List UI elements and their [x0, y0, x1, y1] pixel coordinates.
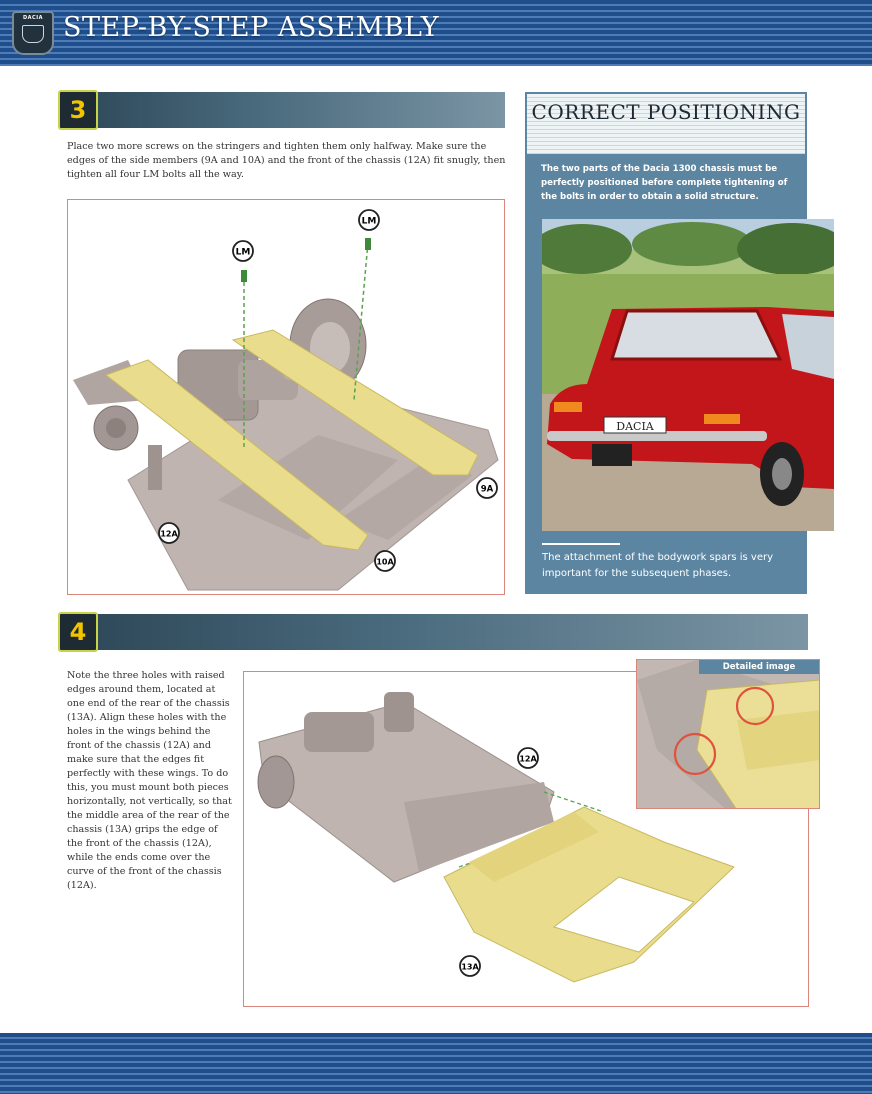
callout-header — [527, 94, 805, 154]
photo-caption: The attachment of the bodywork spars is very important for the subsequent phases. — [542, 552, 774, 579]
caption-divider — [542, 543, 620, 545]
correct-positioning-box — [525, 92, 807, 594]
label-10a: 10A — [376, 557, 394, 567]
callout-title: CORRECT POSITIONING — [531, 100, 801, 124]
label-12a-step4: 12A — [519, 754, 537, 764]
callout-lead-text: The two parts of the Dacia 1300 chassis must be perfectly positioned before complete tightening of the bolts in order to obtain a solid structure. — [541, 164, 788, 202]
step-4-instructions: Note the three holes with raised edges around them, located at one end of the rear of the chassis (13A). Align these holes with the holes in the wings behind the front of the chassis (12A) and make sure that the edges fit perfectly with these wings. To do this, you must mount both pieces horizontally, not vertically, so that the middle area of the rear of the chassis (13A) grips the edge of the front of the chassis (12A), while the ends come over the curve of the front of the chassis (12A). — [67, 670, 232, 891]
label-12a: 12A — [160, 529, 178, 539]
label-lm-left: LM — [235, 247, 251, 258]
detail-image-label: Detailed image — [699, 660, 819, 674]
step-4-bar — [62, 614, 808, 650]
label-9a: 9A — [480, 484, 494, 495]
label-lm-right: LM — [361, 216, 377, 227]
license-plate: DACIA — [616, 420, 654, 433]
step-3-bar — [62, 92, 505, 128]
page-footer — [0, 1033, 872, 1094]
logo-text: DACIA — [23, 15, 43, 21]
step-3-illustration — [67, 199, 505, 595]
step-3-instructions: Place two more screws on the stringers and tighten them only halfway. Make sure the edges of the side members (9A and 10A) and the front of the chassis (12A) fit snugly, then tighten all four LM bolts all the way. — [67, 141, 506, 180]
dacia-car-photo — [542, 219, 834, 531]
detail-inset — [636, 659, 820, 809]
step-4-number: 4 — [58, 612, 98, 652]
label-13a: 13A — [461, 962, 479, 972]
page-title: STEP-BY-STEP ASSEMBLY — [63, 12, 440, 43]
step-3-number: 3 — [58, 90, 98, 130]
page-header — [0, 0, 872, 66]
dacia-logo — [12, 11, 54, 55]
